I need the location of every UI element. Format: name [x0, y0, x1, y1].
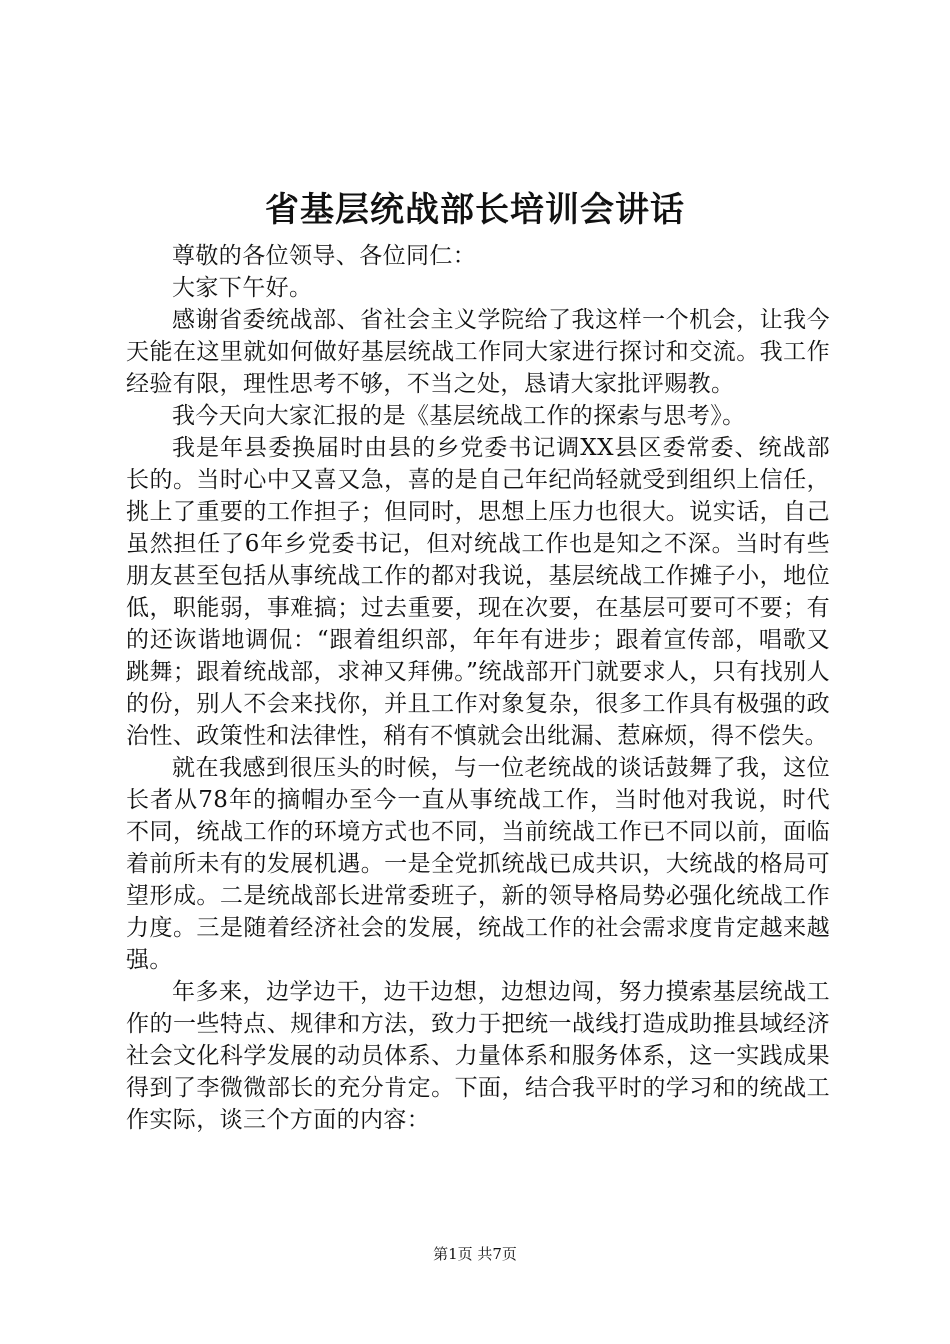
body-paragraph: 我今天向大家汇报的是《基层统战工作的探索与思考》。 — [172, 403, 746, 429]
greeting-paragraph: 大家下午好。 — [172, 275, 313, 301]
body-paragraph: 我是年县委换届时由县的乡党委书记调XX县区委常委、统战部长的。当时心中又喜又急，喜的是自己年纪尚轻就受到组织上信任，挑上了重要的工作担子；但同时，思想上压力也很大。说实话，自己虽然担任了6年乡党委书记，但对统战工作也是知之不深。当时有些朋友甚至包括从事统战工作的都对我说，基层统战工作摊子小，地位低，职能弱，事难搞；过去重要，现在次要，在基层可要可不要；有的还诙谐地调侃：“跟着组织部，年年有进步；跟着宣传部，唱歌又跳舞；跟着统战部，求神又拜佛。”统战部开门就要求人，只有找别人的份，别人不会来找你，并且工作对象复杂，很多工作具有极强的政治性、政策性和法律性，稍有不慎就会出纰漏、惹麻烦，得不偿失。 — [126, 435, 830, 749]
document-body — [126, 240, 830, 1136]
body-paragraph: 感谢省委统战部、省社会主义学院给了我这样一个机会，让我今天能在这里就如何做好基层统战工作同大家进行探讨和交流。我工作经验有限，理性思考不够，不当之处，恳请大家批评赐教。 — [126, 307, 830, 397]
salutation-paragraph: 尊敬的各位领导、各位同仁： — [172, 243, 477, 269]
page-number-footer: 第1页 共7页 — [433, 1245, 517, 1263]
body-paragraph: 年多来，边学边干，边干边想，边想边闯，努力摸索基层统战工作的一些特点、规律和方法，致力于把统一战线打造成助推县域经济社会文化科学发展的动员体系、力量体系和服务体系，这一实践成果得到了李微微部长的充分肯定。下面，结合我平时的学习和的统战工作实际，谈三个方面的内容： — [126, 979, 830, 1133]
body-paragraph: 就在我感到很压头的时候，与一位老统战的谈话鼓舞了我，这位长者从78年的摘帽办至今一直从事统战工作，当时他对我说，时代不同，统战工作的环境方式也不同，当前统战工作已不同以前，面临着前所未有的发展机遇。一是全党抓统战已成共识，大统战的格局可望形成。二是统战部长进常委班子，新的领导格局势必强化统战工作力度。三是随着经济社会的发展，统战工作的社会需求度肯定越来越强。 — [126, 755, 830, 973]
document-title: 省基层统战部长培训会讲话 — [265, 190, 685, 230]
